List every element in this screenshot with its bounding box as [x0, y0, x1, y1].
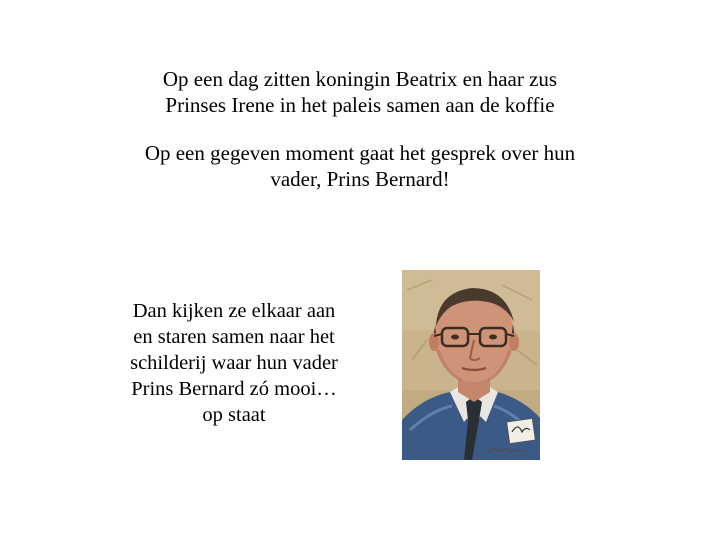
intro-paragraph [60, 66, 660, 118]
text-line: Op een dag zitten koningin Beatrix en haar zus [162, 67, 558, 91]
text-line: Op een gegeven moment gaat het gesprek over hun [144, 141, 576, 165]
text-line: Dan kijken ze elkaar aan [132, 300, 336, 322]
text-line: Prins Bernard zó mooi… [131, 378, 337, 400]
text-line: en staren samen naar het [133, 326, 335, 348]
painting-paragraph [84, 298, 384, 428]
portrait-painting [402, 270, 540, 460]
text-line: schilderij waar hun vader [130, 352, 338, 374]
conversation-paragraph [60, 140, 660, 192]
portrait-image [402, 270, 540, 460]
text-line: Prinses Irene in het paleis samen aan de koffie [165, 93, 555, 117]
text-line: op staat [202, 404, 266, 426]
text-line: vader, Prins Bernard! [270, 167, 450, 191]
